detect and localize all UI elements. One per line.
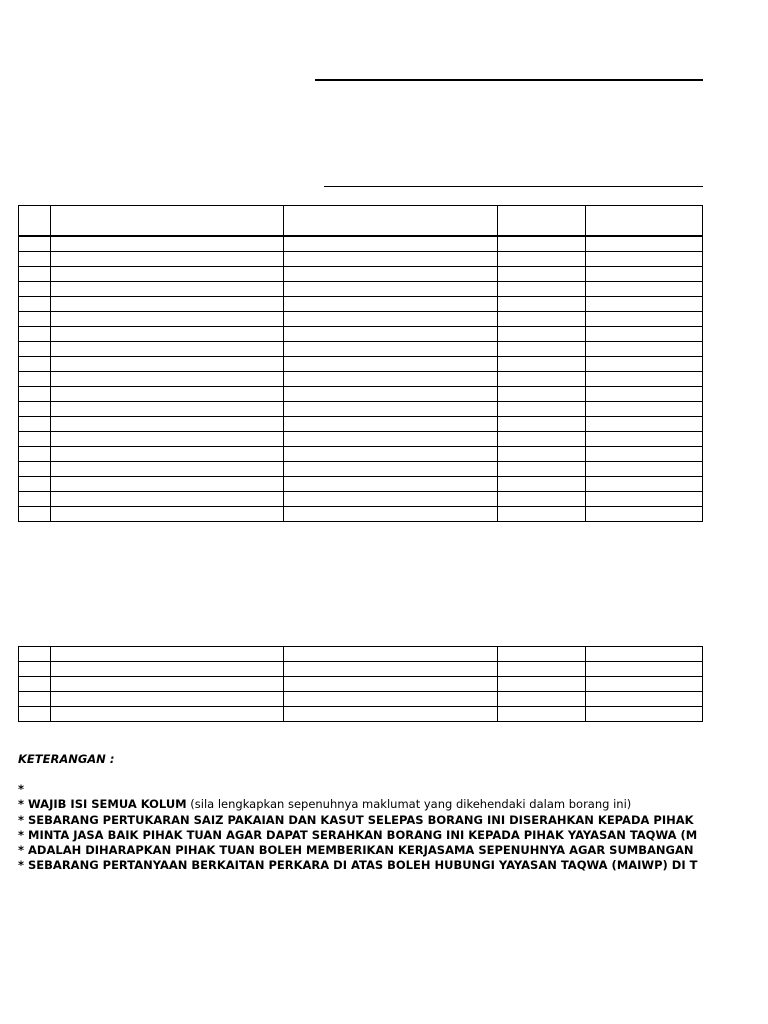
table-cell[interactable] <box>498 252 586 267</box>
note-line-2: * SEBARANG PERTUKARAN SAIZ PAKAIAN DAN KASUT SELEPAS BORANG INI DISERAHKAN KEPADA PIHAK <box>18 812 694 827</box>
table-cell[interactable] <box>498 477 586 492</box>
table-cell[interactable] <box>19 432 51 447</box>
table-row <box>19 447 703 462</box>
table-cell[interactable] <box>498 662 586 677</box>
table-cell[interactable] <box>19 402 51 417</box>
table-cell[interactable] <box>498 462 586 477</box>
table-cell[interactable] <box>586 447 703 462</box>
table-cell[interactable] <box>19 417 51 432</box>
table-cell[interactable] <box>283 707 498 722</box>
table-row <box>19 662 703 677</box>
table-cell[interactable] <box>586 342 703 357</box>
table-row <box>19 372 703 387</box>
table-cell[interactable] <box>283 662 498 677</box>
subheading-underline <box>324 186 703 187</box>
table-cell[interactable] <box>586 662 703 677</box>
table-cell[interactable] <box>498 447 586 462</box>
table-row <box>19 477 703 492</box>
table-cell[interactable] <box>283 357 498 372</box>
table-cell[interactable] <box>586 462 703 477</box>
table-cell[interactable] <box>19 236 51 252</box>
table-header-cell <box>283 206 498 237</box>
table-cell[interactable] <box>19 707 51 722</box>
table-cell[interactable] <box>19 492 51 507</box>
table-cell[interactable] <box>50 236 283 252</box>
table-row <box>19 297 703 312</box>
table-cell[interactable] <box>283 282 498 297</box>
table-cell[interactable] <box>283 402 498 417</box>
table-cell[interactable] <box>498 387 586 402</box>
table-cell[interactable] <box>586 357 703 372</box>
table-cell[interactable] <box>19 297 51 312</box>
table-cell[interactable] <box>283 647 498 662</box>
table-cell[interactable] <box>586 477 703 492</box>
table-cell[interactable] <box>586 297 703 312</box>
table-cell[interactable] <box>283 447 498 462</box>
table-cell[interactable] <box>498 492 586 507</box>
table-cell[interactable] <box>50 417 283 432</box>
table-cell[interactable] <box>586 647 703 662</box>
table-cell[interactable] <box>586 236 703 252</box>
table-cell[interactable] <box>498 677 586 692</box>
main-table <box>18 205 703 522</box>
table-cell[interactable] <box>19 477 51 492</box>
table-cell[interactable] <box>586 267 703 282</box>
table-cell[interactable] <box>19 372 51 387</box>
table-cell[interactable] <box>50 707 283 722</box>
table-cell[interactable] <box>586 402 703 417</box>
table-cell[interactable] <box>19 312 51 327</box>
table-cell[interactable] <box>50 507 283 522</box>
table-row <box>19 432 703 447</box>
table-row <box>19 312 703 327</box>
notes-section <box>18 752 703 873</box>
table-cell[interactable] <box>586 252 703 267</box>
table-cell[interactable] <box>283 417 498 432</box>
table-cell[interactable] <box>498 402 586 417</box>
table-cell[interactable] <box>498 312 586 327</box>
table-header-cell <box>50 206 283 237</box>
table-cell[interactable] <box>19 357 51 372</box>
table-cell[interactable] <box>498 692 586 707</box>
table-row <box>19 692 703 707</box>
table-header-cell <box>498 206 586 237</box>
note-line-5: * SEBARANG PERTANYAAN BERKAITAN PERKARA DI ATAS BOLEH HUBUNGI YAYASAN TAQWA (MAIWP) DI T <box>18 858 698 873</box>
table-cell[interactable] <box>498 282 586 297</box>
table-cell[interactable] <box>19 677 51 692</box>
table-cell[interactable] <box>498 342 586 357</box>
table-cell[interactable] <box>498 267 586 282</box>
table-cell[interactable] <box>19 447 51 462</box>
table-cell[interactable] <box>50 647 283 662</box>
table-cell[interactable] <box>498 372 586 387</box>
table-cell[interactable] <box>498 507 586 522</box>
table-cell[interactable] <box>50 677 283 692</box>
table-cell[interactable] <box>586 692 703 707</box>
note-line-4: * ADALAH DIHARAPKAN PIHAK TUAN BOLEH MEMBERIKAN KERJASAMA SEPENUHNYA AGAR SUMBANGAN <box>18 843 694 858</box>
table-cell[interactable] <box>19 327 51 342</box>
note-line-3: * MINTA JASA BAIK PIHAK TUAN AGAR DAPAT SERAHKAN BORANG INI KEPADA PIHAK YAYASAN TAQWA (M <box>18 827 698 842</box>
table-cell[interactable] <box>19 462 51 477</box>
table-row <box>19 236 703 252</box>
table-cell[interactable] <box>50 477 283 492</box>
heading-underline <box>315 79 703 81</box>
note-line-1: * WAJIB ISI SEMUA KOLUM (sila lengkapkan sepenuhnya maklumat yang dikehendaki dalam borang ini) <box>18 797 632 812</box>
table-cell[interactable] <box>498 297 586 312</box>
table-row <box>19 252 703 267</box>
table-cell[interactable] <box>19 507 51 522</box>
table-cell[interactable] <box>283 252 498 267</box>
table-cell[interactable] <box>19 342 51 357</box>
table-row <box>19 402 703 417</box>
table-cell[interactable] <box>50 462 283 477</box>
table-cell[interactable] <box>586 327 703 342</box>
table-row <box>19 387 703 402</box>
table-row <box>19 342 703 357</box>
table-row <box>19 677 703 692</box>
table-cell[interactable] <box>283 236 498 252</box>
table-row <box>19 647 703 662</box>
table-cell[interactable] <box>586 492 703 507</box>
table-cell[interactable] <box>283 462 498 477</box>
table-header-row <box>19 206 703 237</box>
table-cell[interactable] <box>50 312 283 327</box>
note-line-0: * <box>18 782 25 797</box>
table-header-cell <box>19 206 51 237</box>
table-cell[interactable] <box>283 267 498 282</box>
table-cell[interactable] <box>50 372 283 387</box>
table-row <box>19 462 703 477</box>
table-row <box>19 267 703 282</box>
table-cell[interactable] <box>586 707 703 722</box>
table-row <box>19 492 703 507</box>
table-cell[interactable] <box>498 357 586 372</box>
table-cell[interactable] <box>283 342 498 357</box>
notes-title: KETERANGAN : <box>18 752 115 766</box>
table-cell[interactable] <box>50 327 283 342</box>
table-cell[interactable] <box>19 252 51 267</box>
table-cell[interactable] <box>283 312 498 327</box>
table-cell[interactable] <box>50 282 283 297</box>
table-cell[interactable] <box>283 692 498 707</box>
table-cell[interactable] <box>50 252 283 267</box>
table-cell[interactable] <box>283 477 498 492</box>
table-row <box>19 417 703 432</box>
table-cell[interactable] <box>586 282 703 297</box>
table-cell[interactable] <box>586 677 703 692</box>
table-cell[interactable] <box>50 692 283 707</box>
table-cell[interactable] <box>50 492 283 507</box>
table-cell[interactable] <box>19 387 51 402</box>
table-row <box>19 357 703 372</box>
table-cell[interactable] <box>283 372 498 387</box>
table-cell[interactable] <box>498 647 586 662</box>
table-cell[interactable] <box>19 267 51 282</box>
table-cell[interactable] <box>498 417 586 432</box>
table-header-cell <box>586 206 703 237</box>
table-cell[interactable] <box>50 662 283 677</box>
table-cell[interactable] <box>283 492 498 507</box>
table-cell[interactable] <box>50 357 283 372</box>
table-cell[interactable] <box>283 297 498 312</box>
table-cell[interactable] <box>498 432 586 447</box>
table-cell[interactable] <box>283 507 498 522</box>
table-cell[interactable] <box>283 432 498 447</box>
table-row <box>19 707 703 722</box>
table-cell[interactable] <box>498 327 586 342</box>
table-row <box>19 327 703 342</box>
table-cell[interactable] <box>50 402 283 417</box>
table-cell[interactable] <box>50 387 283 402</box>
table-cell[interactable] <box>586 417 703 432</box>
table-cell[interactable] <box>19 662 51 677</box>
table-cell[interactable] <box>586 432 703 447</box>
table-cell[interactable] <box>586 387 703 402</box>
table-row <box>19 507 703 522</box>
table-cell[interactable] <box>283 677 498 692</box>
secondary-table <box>18 646 703 722</box>
table-cell[interactable] <box>283 327 498 342</box>
table-cell[interactable] <box>50 297 283 312</box>
table-cell[interactable] <box>19 647 51 662</box>
table-cell[interactable] <box>283 387 498 402</box>
table-cell[interactable] <box>498 707 586 722</box>
table-cell[interactable] <box>50 342 283 357</box>
table-row <box>19 282 703 297</box>
table-cell[interactable] <box>498 236 586 252</box>
table-cell[interactable] <box>50 447 283 462</box>
table-cell[interactable] <box>19 692 51 707</box>
table-cell[interactable] <box>586 507 703 522</box>
table-cell[interactable] <box>586 312 703 327</box>
table-cell[interactable] <box>586 372 703 387</box>
table-cell[interactable] <box>50 432 283 447</box>
table-cell[interactable] <box>19 282 51 297</box>
table-cell[interactable] <box>50 267 283 282</box>
